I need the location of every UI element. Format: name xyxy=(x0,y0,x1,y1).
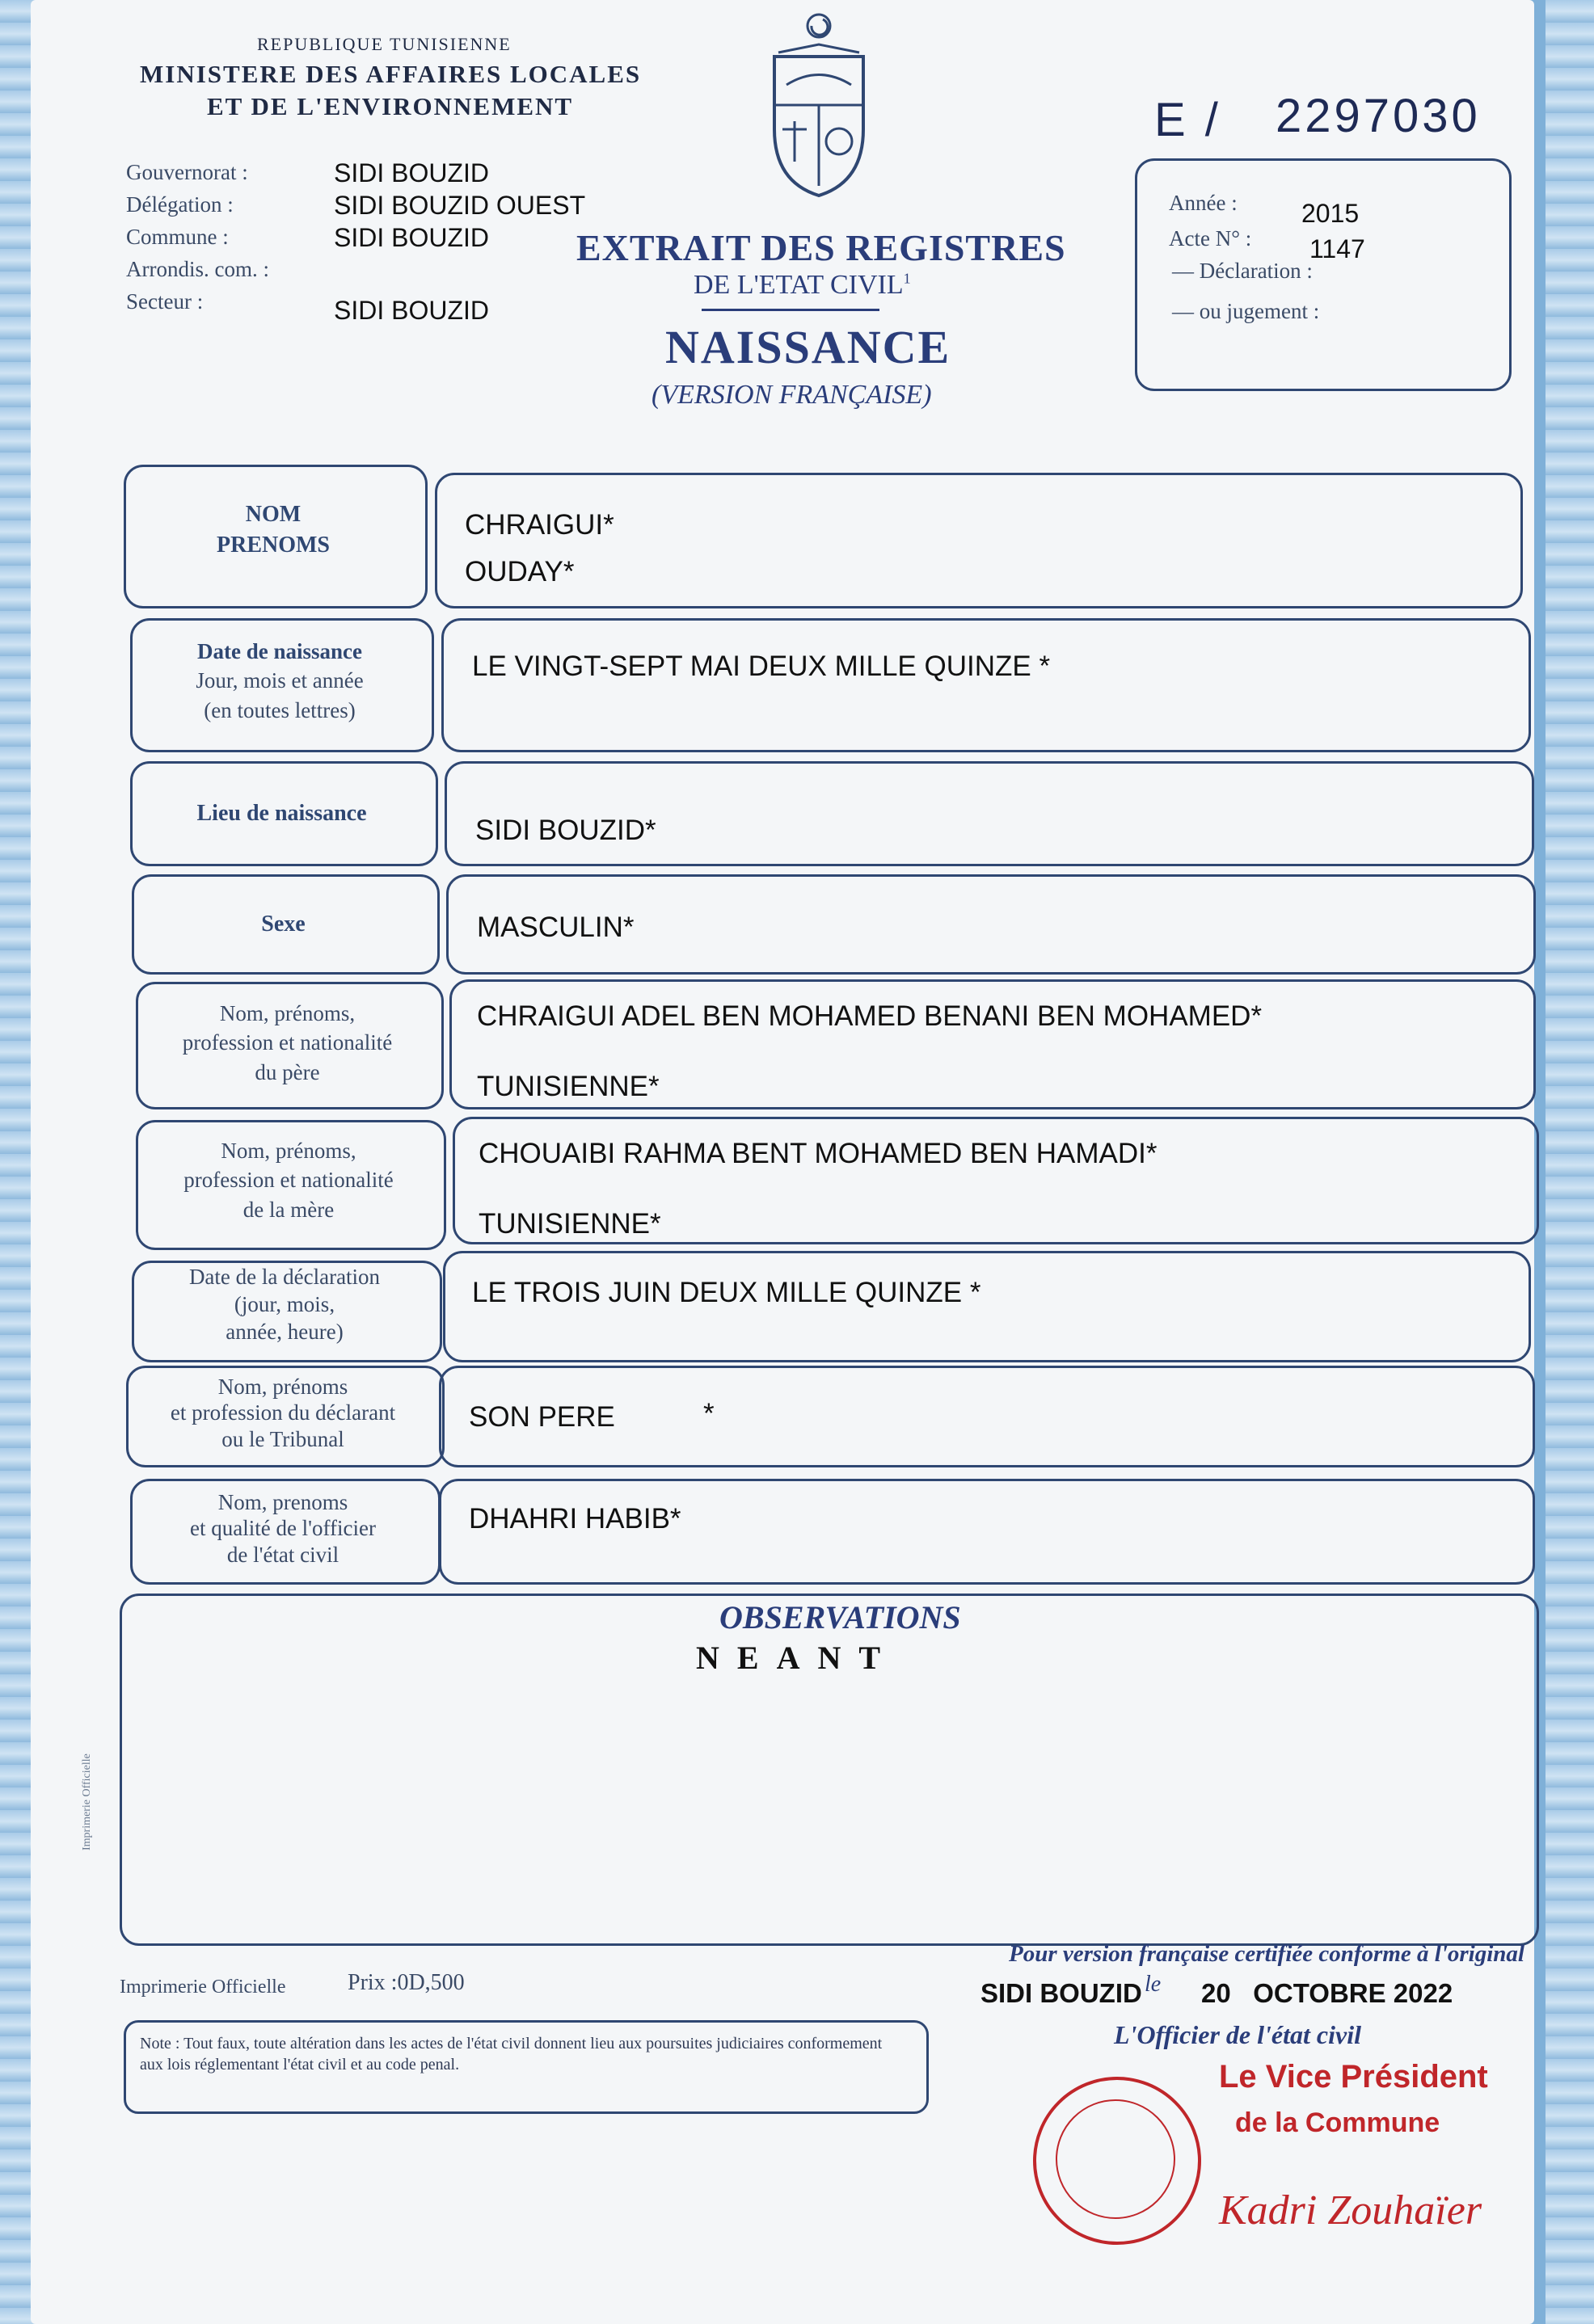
birth-date-value-box xyxy=(441,618,1531,752)
stamp-commune: de la Commune xyxy=(1235,2107,1440,2138)
side-printer-text: Imprimerie Officielle xyxy=(81,1754,93,1850)
declarant-star: * xyxy=(703,1398,715,1429)
birth-certificate-sheet xyxy=(31,0,1534,2324)
declarant-value: SON PERE xyxy=(469,1401,615,1433)
ministry-line-2: ET DE L'ENVIRONNEMENT xyxy=(207,92,574,120)
republic-label: REPUBLIQUE TUNISIENNE xyxy=(257,34,512,54)
delegation-value: SIDI BOUZID OUEST xyxy=(334,191,586,220)
father-nationality-value: TUNISIENNE* xyxy=(477,1071,660,1102)
prenoms-value: OUDAY* xyxy=(465,556,575,587)
price-label: Prix :0D,500 xyxy=(348,1970,465,1995)
father-label: Nom, prénoms, profession et nationalité du père xyxy=(182,1001,393,1084)
birth-place-label: Lieu de naissance xyxy=(196,801,367,826)
official-stamp-inner xyxy=(1056,2099,1175,2219)
arrondissement-label: Arrondis. com. : xyxy=(126,257,269,281)
note-text: Note : Tout faux, toute altération dans les actes de l'état civil donnent lieu aux poursuites judiciaires conformement aux lois réglementant l'état civil et au code penal. xyxy=(140,2035,883,2073)
declaration-date-value: LE TROIS JUIN DEUX MILLE QUINZE * xyxy=(472,1277,981,1308)
document-title: EXTRAIT DES REGISTRES xyxy=(576,227,1066,268)
serial-number: 2297030 xyxy=(1276,90,1481,142)
secteur-value: SIDI BOUZID xyxy=(334,296,490,325)
stamp-vice-president: Le Vice Président xyxy=(1219,2059,1488,2095)
sex-label: Sexe xyxy=(261,911,306,937)
document-version: (VERSION FRANÇAISE) xyxy=(652,380,932,410)
officer-label: Nom, prenoms et qualité de l'officier de l'état civil xyxy=(189,1490,376,1567)
birth-place-value-box xyxy=(445,761,1534,866)
annee-value: 2015 xyxy=(1301,199,1360,228)
declarant-label: Nom, prénoms et profession du déclarant ou le Tribunal xyxy=(170,1375,396,1451)
signature: Kadri Zouhaïer xyxy=(1219,2187,1482,2233)
observations-title: OBSERVATIONS xyxy=(719,1599,961,1636)
serial-prefix: E / xyxy=(1154,94,1221,146)
mother-name-value: CHOUAIBI RAHMA BENT MOHAMED BEN HAMADI* xyxy=(479,1138,1158,1169)
document-subtitle: DE L'ETAT CIVIL$^1$ xyxy=(694,270,911,300)
nom-label: NOM PRENOMS xyxy=(217,502,330,558)
gouvernorat-label: Gouvernorat : xyxy=(126,160,248,184)
mother-label: Nom, prénoms, profession et nationalité de la mère xyxy=(183,1139,394,1222)
issue-date: 20 OCTOBRE 2022 xyxy=(1201,1978,1453,2008)
certification-text: Pour version française certifiée conforme à l'original xyxy=(1009,1941,1524,1967)
document-type: NAISSANCE xyxy=(665,321,951,373)
observations-value: NEANT xyxy=(696,1640,899,1676)
mother-nationality-value: TUNISIENNE* xyxy=(479,1208,661,1240)
birth-date-label: Date de naissance Jour, mois et année (en toutes lettres) xyxy=(196,639,364,722)
title-divider xyxy=(702,309,879,311)
declaration-date-label: Date de la déclaration (jour, mois, année, heure) xyxy=(188,1265,381,1344)
sex-value: MASCULIN* xyxy=(477,911,635,943)
gouvernorat-value: SIDI BOUZID xyxy=(334,158,490,187)
nom-value: CHRAIGUI* xyxy=(465,509,614,541)
secteur-label: Secteur : xyxy=(126,289,204,314)
decorative-border-right xyxy=(1546,0,1594,2324)
officer-title: L'Officier de l'état civil xyxy=(1114,2020,1361,2049)
officer-value: DHAHRI HABIB* xyxy=(469,1503,681,1535)
birth-date-value: LE VINGT-SEPT MAI DEUX MILLE QUINZE * xyxy=(472,650,1051,682)
acte-number-value: 1147 xyxy=(1309,234,1365,263)
jugement-label: — ou jugement : xyxy=(1172,299,1320,323)
ministry-line-1: MINISTERE DES AFFAIRES LOCALES xyxy=(140,60,642,88)
commune-value: SIDI BOUZID xyxy=(334,223,490,252)
annee-label: Année : xyxy=(1169,191,1238,215)
acte-number-label: Acte N° : xyxy=(1169,226,1252,251)
birth-place-value: SIDI BOUZID* xyxy=(475,815,656,846)
commune-label: Commune : xyxy=(126,225,229,249)
declaration-label: — Déclaration : xyxy=(1172,259,1313,283)
issue-le: le xyxy=(1145,1972,1162,1997)
coat-of-arms-icon xyxy=(758,8,879,202)
father-name-value: CHRAIGUI ADEL BEN MOHAMED BENANI BEN MOHAMED* xyxy=(477,1000,1263,1032)
delegation-label: Délégation : xyxy=(126,192,234,217)
issue-place: SIDI BOUZID xyxy=(980,1978,1142,2008)
printer-label: Imprimerie Officielle xyxy=(120,1977,286,1998)
